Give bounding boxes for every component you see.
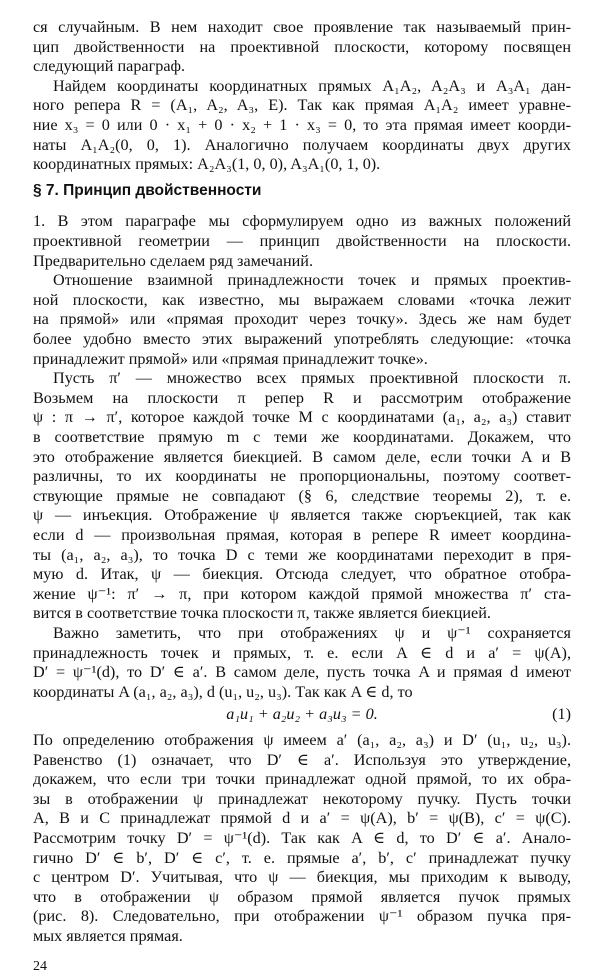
text-line: Отношение взаимной принадлежности точек и прямых проектив- — [53, 271, 571, 290]
text-line: ствующие прямые не совпадают (§ 6, следствие теоремы 2), т. е. — [33, 486, 571, 505]
text-line: Равенство (1) означает, что D′ ∈ a′. Используя это утверждение, — [33, 750, 571, 769]
text-line: ние x₃ = 0 или 0 · x₁ + 0 · x₂ + 1 · x₃ = 0, то эта прямая имеет коорди- — [33, 116, 571, 134]
text-line: принадлежит прямой» или «прямая принадлежит точке». — [33, 349, 428, 368]
text-line: мую d. Итак, ψ — биекция. Отсюда следует, что обратное отобра- — [33, 565, 571, 584]
text-line: если d — произвольная прямая, которая в репере R имеет координа- — [33, 526, 571, 544]
text-line: Важно заметить, что при отображениях ψ и ψ⁻¹ сохраняется — [53, 624, 571, 642]
text-line: принадлежность точек и прямых, т. е. если A ∈ d и a′ = ψ(A), — [33, 643, 571, 662]
page-number: 24 — [33, 958, 47, 974]
text-line: что в отображении ψ образом прямой является пучок прямых — [33, 887, 571, 906]
text-line: D′ = ψ⁻¹(d), то D′ ∈ a′. В самом деле, пусть точка A и прямая d имеют — [33, 663, 571, 682]
text-line: Пусть π′ — множество всех прямых проективной плоскости π. — [53, 369, 571, 388]
text-line: вится в соответствие точка плоскости π, также является биекцией. — [33, 604, 491, 623]
text-line: По определению отображения ψ имеем a′ (a₁, a₂, a₃) и D′ (u₁, u₂, u₃). — [33, 731, 571, 749]
text-line: Рассмотрим точку D′ = ψ⁻¹(d). Так как A ∈ d, то D′ ∈ a′. Анало- — [33, 829, 571, 847]
text-line: на прямой» или «прямая проходит через точку». Здесь же нам будет — [33, 310, 571, 329]
text-line: 1. В этом параграфе мы сформулируем одно из важных положений — [33, 212, 571, 231]
text-line: цип двойственности на проективной плоскости, которому посвящен — [33, 37, 571, 56]
text-line: зы в отображении ψ принадлежат некоторому пучку. Пусть точки — [33, 789, 571, 808]
text-line: гично D′ ∈ b′, D′ ∈ c′, т. е. прямые a′, b′, c′ принадлежат пучку — [33, 848, 571, 867]
text-line: (рис. 8). Следовательно, при отображении ψ⁻¹ образом пучка пря- — [33, 907, 571, 926]
text-line: ты (a₁, a₂, a₃), то точка D с теми же координатами переходит в пря- — [33, 545, 571, 564]
text-line: в соответствие прямую m с теми же координатами. Докажем, что — [33, 428, 571, 446]
text-line: следующий параграф. — [33, 57, 186, 76]
text-line: Найдем координаты координатных прямых A₁A₂, A₂A₃ и A₃A₁ дан- — [53, 76, 571, 95]
text-line: более удобно вместо этих выражений употреблять следующие: «точка — [33, 330, 571, 348]
equation-number: (1) — [552, 705, 571, 724]
text-line: наты A₁A₂(0, 0, 1). Аналогично получаем координаты двух других — [33, 135, 571, 154]
text-line: мых является прямая. — [33, 927, 183, 945]
text-line: A, B и C принадлежат прямой d и a′ = ψ(A), b′ = ψ(B), c′ = ψ(C). — [33, 809, 571, 828]
equation — [33, 705, 571, 725]
section-heading: § 7. Принцип двойственности — [33, 181, 262, 199]
text-line: ного репера R = (A₁, A₂, A₃, E). Так как прямая A₁A₂ имеет уравне- — [33, 96, 571, 115]
text-line: жение ψ⁻¹: π′ → π, при котором каждой прямой множества π′ ста- — [33, 584, 571, 603]
equation-expression: a₁u₁ + a₂u₂ + a₃u₃ = 0. — [226, 705, 378, 724]
text-line: координатных прямых: A₂A₃(1, 0, 0), A₃A₁(0, 1, 0). — [33, 155, 381, 174]
text-line: ψ — инъекция. Отображение ψ является также сюръекцией, так как — [33, 506, 571, 525]
text-line: Предварительно сделаем ряд замечаний. — [33, 251, 314, 270]
text-line: координаты A (a₁, a₂, a₃), d (u₁, u₂, u₃). Так как A ∈ d, то — [33, 682, 413, 701]
text-line: проективной геометрии — принцип двойственности на плоскости. — [33, 232, 571, 250]
text-line: с центром D′. Учитывая, что ψ — биекция, мы приходим к выводу, — [33, 868, 571, 887]
text-line: докажем, что если три точки принадлежат одной прямой, то их обра- — [33, 770, 571, 789]
text-line: ной плоскости, как известно, мы выражаем словами «точка лежит — [33, 290, 571, 309]
text-line: ψ : π → π′, которое каждой точке M с координатами (a₁, a₂, a₃) ставит — [33, 408, 571, 427]
text-line: различны, то их координаты не пропорциональны, поэтому соответ- — [33, 467, 571, 486]
text-line: Возьмем на плоскости π репер R и рассмотрим отображение — [33, 388, 571, 407]
text-line: ся случайным. В нем находит свое проявление так называемый прин- — [33, 18, 571, 36]
text-line: это отображение является биекцией. В самом деле, если точки A и B — [33, 447, 571, 466]
